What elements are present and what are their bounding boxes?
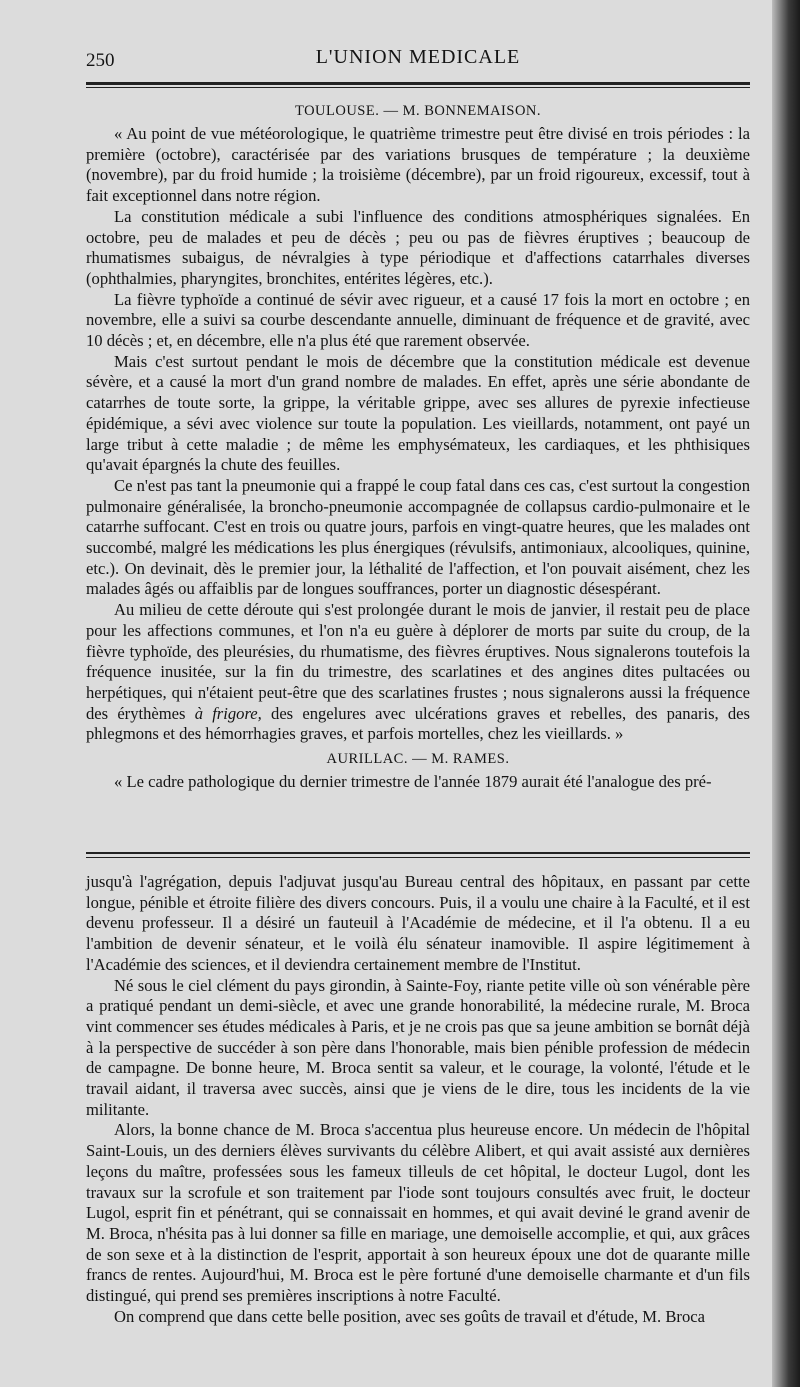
- top-article: [86, 100, 750, 793]
- page-edge-shadow: [772, 0, 800, 1387]
- paragraph: Mais c'est surtout pendant le mois de décembre que la constitution médicale est devenue sévère, et a causé la mort d'un grand nombre de malades. En effet, après une série abondante de catarrhes de toute sorte, la grippe, la véritable grippe, avec ses allures de pyrexie infectieuse épidémique, a sévi avec violence sur toute la population. Les vieillards, notamment, ont payé un large tribut à cette maladie ; de même les emphysémateux, les cardiaques, et les phthisiques qu'avait épargnés la chute des feuilles.: [86, 351, 750, 475]
- page-number: 250: [86, 50, 115, 71]
- paragraph: « Au point de vue météorologique, le quatrième trimestre peut être divisé en trois périodes : la première (octobre), caractérisée par des variations brusques de température ; la deuxième (novembre), par du froid humide ; la troisième (décembre), par un froid rigoureux, excessif, tout à fait exceptionnel dans notre région.: [86, 124, 750, 206]
- paragraph: La fièvre typhoïde a continué de sévir avec rigueur, et a causé 17 fois la mort en octobre ; en novembre, elle a suivi sa courbe descendante annuelle, diminuant de fréquence et de gravité, avec 10 décès ; et, en décembre, elle n'a plus été que rarement observée.: [86, 289, 750, 351]
- paragraph: [86, 600, 750, 745]
- paragraph: Ce n'est pas tant la pneumonie qui a frappé le coup fatal dans ces cas, c'est surtout la congestion pulmonaire généralisée, la broncho-pneumonie accompagnée de collapsus cardio-pulmonaire et le catarrhe suffocant. C'est en trois ou quatre jours, parfois en vingt-quatre heures, que les malades ont succombé, malgré les médications les plus énergiques (révulsifs, antimoniaux, alcooliques, quinine, etc.). On devinait, dès le premier jour, la léthalité de l'affection, et l'on pouvait aisément, chez les malades âgés ou affaiblis par de longues souffrances, porter un diagnostic désespérant.: [86, 475, 750, 599]
- italic-term: à frigore,: [194, 703, 262, 723]
- paragraph-text: Au milieu de cette déroute qui s'est prolongée durant le mois de janvier, il restait peu de place pour les affections communes, et l'on n'a eu guère à déplorer de morts par suite du croup, de la fièvre typhoïde, des pleurésies, du rhumatisme, des fièvres éruptives. Nous signalerons toutefois la fréquence inusitée, sur la fin du trimestre, des scarlatines et des angines dites pultacées ou herpétiques, qui n'étaient peut-être que des scarlatines frustes ; nous signalerons aussi la fréquence des érythèmes: [86, 600, 750, 723]
- header-rule: [86, 82, 750, 88]
- paragraph: La constitution médicale a subi l'influence des conditions atmosphériques signalées. En octobre, peu de malades et peu de décès ; peu ou pas de fièvres éruptives ; beaucoup de rhumatismes subaigus, de névralgies à type périodique et d'affections catarrhales diverses (ophthalmies, pharyngites, bronchites, entérites légères, etc.).: [86, 206, 750, 288]
- paragraph: Né sous le ciel clément du pays girondin, à Sainte-Foy, riante petite ville où son vénérable père a pratiqué pendant un demi-siècle, et avec une grande honorabilité, la médecine rurale, M. Broca vint commencer ses études médicales à Paris, et je ne crois pas que sa jeune ambition se bornât déjà à la perspective de succéder à son père dans l'honorable, mais bien pénible profession de médecin de campagne. De bonne heure, M. Broca sentit sa valeur, et le courage, la volonté, l'étude et le travail aidant, il traversa avec succès, ainsi que je viens de le dire, tous les incidents de la vie militante.: [86, 975, 750, 1119]
- paragraph-text: des engelures avec ulcérations graves et rebelles, des panaris, des phlegmons et des hémorrhagies graves, et parfois mortelles, chez les vieillards. »: [86, 703, 750, 744]
- paragraph: « Le cadre pathologique du dernier trimestre de l'année 1879 aurait été l'analogue des pré-: [114, 772, 712, 792]
- feuilleton-rule: [86, 852, 750, 858]
- section-heading-aurillac: AURILLAC. — M. RAMES.: [326, 751, 510, 768]
- feuilleton-article: [86, 872, 750, 1327]
- running-title: L'UNION MEDICALE: [315, 46, 521, 68]
- paragraph: jusqu'à l'agrégation, depuis l'adjuvat jusqu'au Bureau central des hôpitaux, en passant par cette longue, pénible et étroite filière des divers concours. Puis, il a voulu une chaire à la Faculté, et il est devenu professeur. Il a désiré un fauteuil à l'Académie de médecine, et il l'a obtenu. Il a eu l'ambition de devenir sénateur, et le voilà élu sénateur inamovible. Il aspire légitimement à l'Académie des sciences, et il deviendra certainement membre de l'Institut.: [86, 872, 750, 974]
- paragraph: On comprend que dans cette belle position, avec ses goûts de travail et d'étude, M. Broca: [114, 1306, 705, 1326]
- paragraph: Alors, la bonne chance de M. Broca s'accentua plus heureuse encore. Un médecin de l'hôpital Saint-Louis, un des derniers élèves survivants du célèbre Alibert, et qui avait assisté aux dernières leçons du maître, professées sous les fameux tilleuls de cet hôpital, le docteur Lugol, dont les travaux sur la scrofule et son traitement par l'iode sont toujours consultés avec fruit, le docteur Lugol, esprit fin et pénétrant, qui se connaissait en hommes, et qui avait deviné le grand avenir de M. Broca, n'hésita pas à lui donner sa fille en mariage, une demoiselle accomplie, et qui, aux grâces de son sexe et à la distinction de l'esprit, apportait à son heureux époux une dot de quarante mille francs de rentes. Aujourd'hui, M. Broca est le père fortuné d'une demoiselle charmante et d'un fils distingué, qui prend ses premières inscriptions à notre Faculté.: [86, 1120, 750, 1306]
- section-heading-toulouse: TOULOUSE. — M. BONNEMAISON.: [294, 103, 542, 119]
- page-header: [86, 44, 750, 74]
